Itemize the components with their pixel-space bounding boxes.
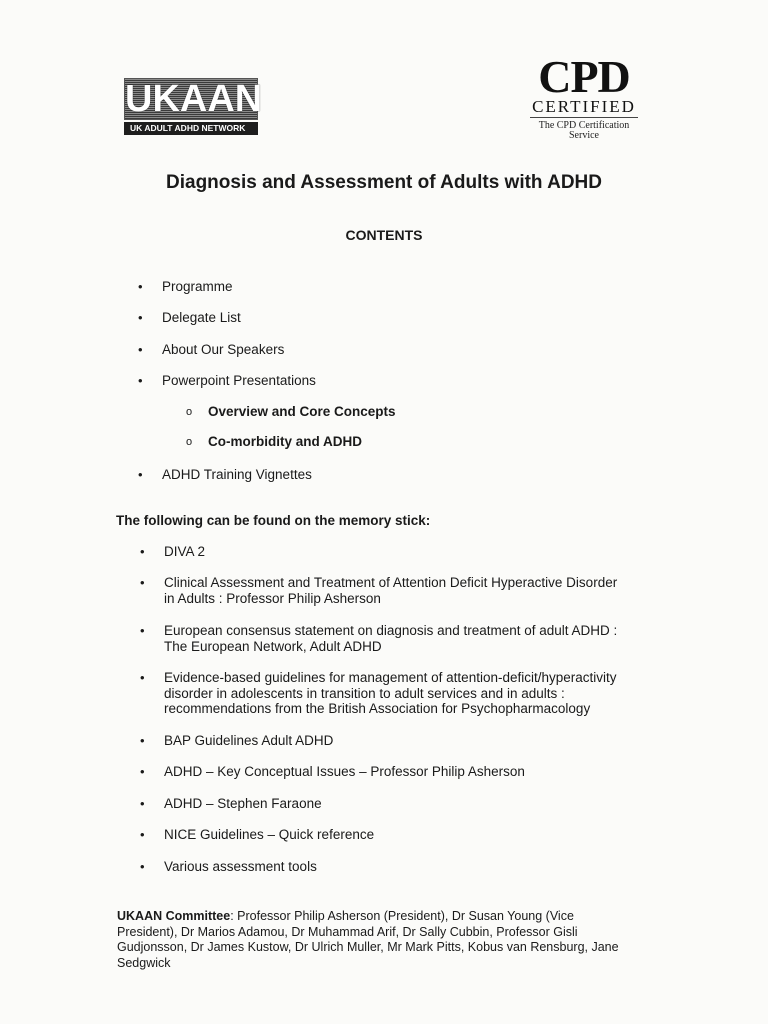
committee-line: Gudjonsson, Dr James Kustow, Dr Ulrich Muller, Mr Mark Pitts, Kobus van Rensburg, Jane [117, 940, 619, 954]
ukaan-logo-tagline: UK ADULT ADHD NETWORK [124, 122, 258, 135]
sub-bullet-icon: o [186, 406, 193, 418]
contents-heading: CONTENTS [345, 227, 423, 243]
contents-item: About Our Speakers [162, 342, 285, 357]
contents-item: Delegate List [162, 310, 241, 325]
ukaan-logo [124, 78, 263, 135]
memory-stick-item: BAP Guidelines Adult ADHD [164, 733, 334, 748]
bullet-icon: • [140, 859, 145, 874]
cpd-logo-service-line2: Service [569, 130, 599, 141]
memory-stick-item: ADHD – Key Conceptual Issues – Professor Philip Asherson [164, 764, 525, 779]
memory-stick-item-line: recommendations from the British Association for Psychopharmacology [164, 701, 591, 716]
ukaan-logo-wordmark: UKAAN [125, 78, 263, 120]
memory-stick-item: NICE Guidelines – Quick reference [164, 827, 375, 842]
committee-label: UKAAN Committee [117, 909, 231, 923]
sub-bullet-icon: o [186, 436, 193, 448]
contents-sub-item: Co-morbidity and ADHD [208, 434, 362, 449]
memory-stick-item: Various assessment tools [164, 859, 317, 874]
memory-stick-item: DIVA 2 [164, 544, 206, 559]
bullet-icon: • [140, 733, 145, 748]
contents-item: Powerpoint Presentations [162, 373, 316, 388]
memory-stick-item-line: in Adults : Professor Philip Asherson [164, 591, 381, 606]
committee-line: : Professor Philip Asherson (President), Dr Susan Young (Vice [230, 909, 574, 923]
bullet-icon: • [140, 575, 145, 590]
committee-paragraph [117, 909, 657, 971]
contents-item: ADHD Training Vignettes [162, 467, 312, 482]
bullet-icon: • [140, 670, 145, 685]
bullet-icon: • [140, 544, 145, 559]
bullet-icon: • [140, 796, 145, 811]
bullet-icon: • [138, 310, 143, 325]
document-title: Diagnosis and Assessment of Adults with ADHD [166, 172, 602, 193]
committee-line: Sedgwick [117, 955, 171, 970]
cpd-logo-mark: CPD [538, 51, 630, 102]
bullet-icon: • [140, 827, 145, 842]
memory-stick-item-line: Clinical Assessment and Treatment of Attention Deficit Hyperactive Disorder [164, 575, 618, 590]
bullet-icon: • [138, 467, 143, 482]
memory-stick-item: ADHD – Stephen Faraone [164, 796, 322, 811]
bullet-icon: • [138, 342, 143, 357]
committee-line: President), Dr Marios Adamou, Dr Muhammad Arif, Dr Sally Cubbin, Professor Gisli [117, 924, 578, 939]
memory-stick-item-line: disorder in adolescents in transition to adult services and in adults : [164, 686, 565, 701]
cpd-logo-certified: CERTIFIED [530, 98, 638, 118]
bullet-icon: • [140, 764, 145, 779]
cpd-certified-logo [522, 51, 646, 141]
contents-item: Programme [162, 279, 233, 294]
contents-sub-item: Overview and Core Concepts [208, 404, 396, 419]
memory-stick-item-line: European consensus statement on diagnosis and treatment of adult ADHD : [164, 623, 618, 638]
memory-stick-item-line: The European Network, Adult ADHD [164, 639, 382, 654]
bullet-icon: • [138, 373, 143, 388]
bullet-icon: • [138, 279, 143, 294]
bullet-icon: • [140, 623, 145, 638]
cpd-logo-service-line1: The CPD Certification [538, 120, 630, 131]
memory-stick-item-line: Evidence-based guidelines for management of attention-deficit/hyperactivity [164, 670, 617, 685]
memory-stick-heading: The following can be found on the memory stick: [116, 513, 431, 528]
